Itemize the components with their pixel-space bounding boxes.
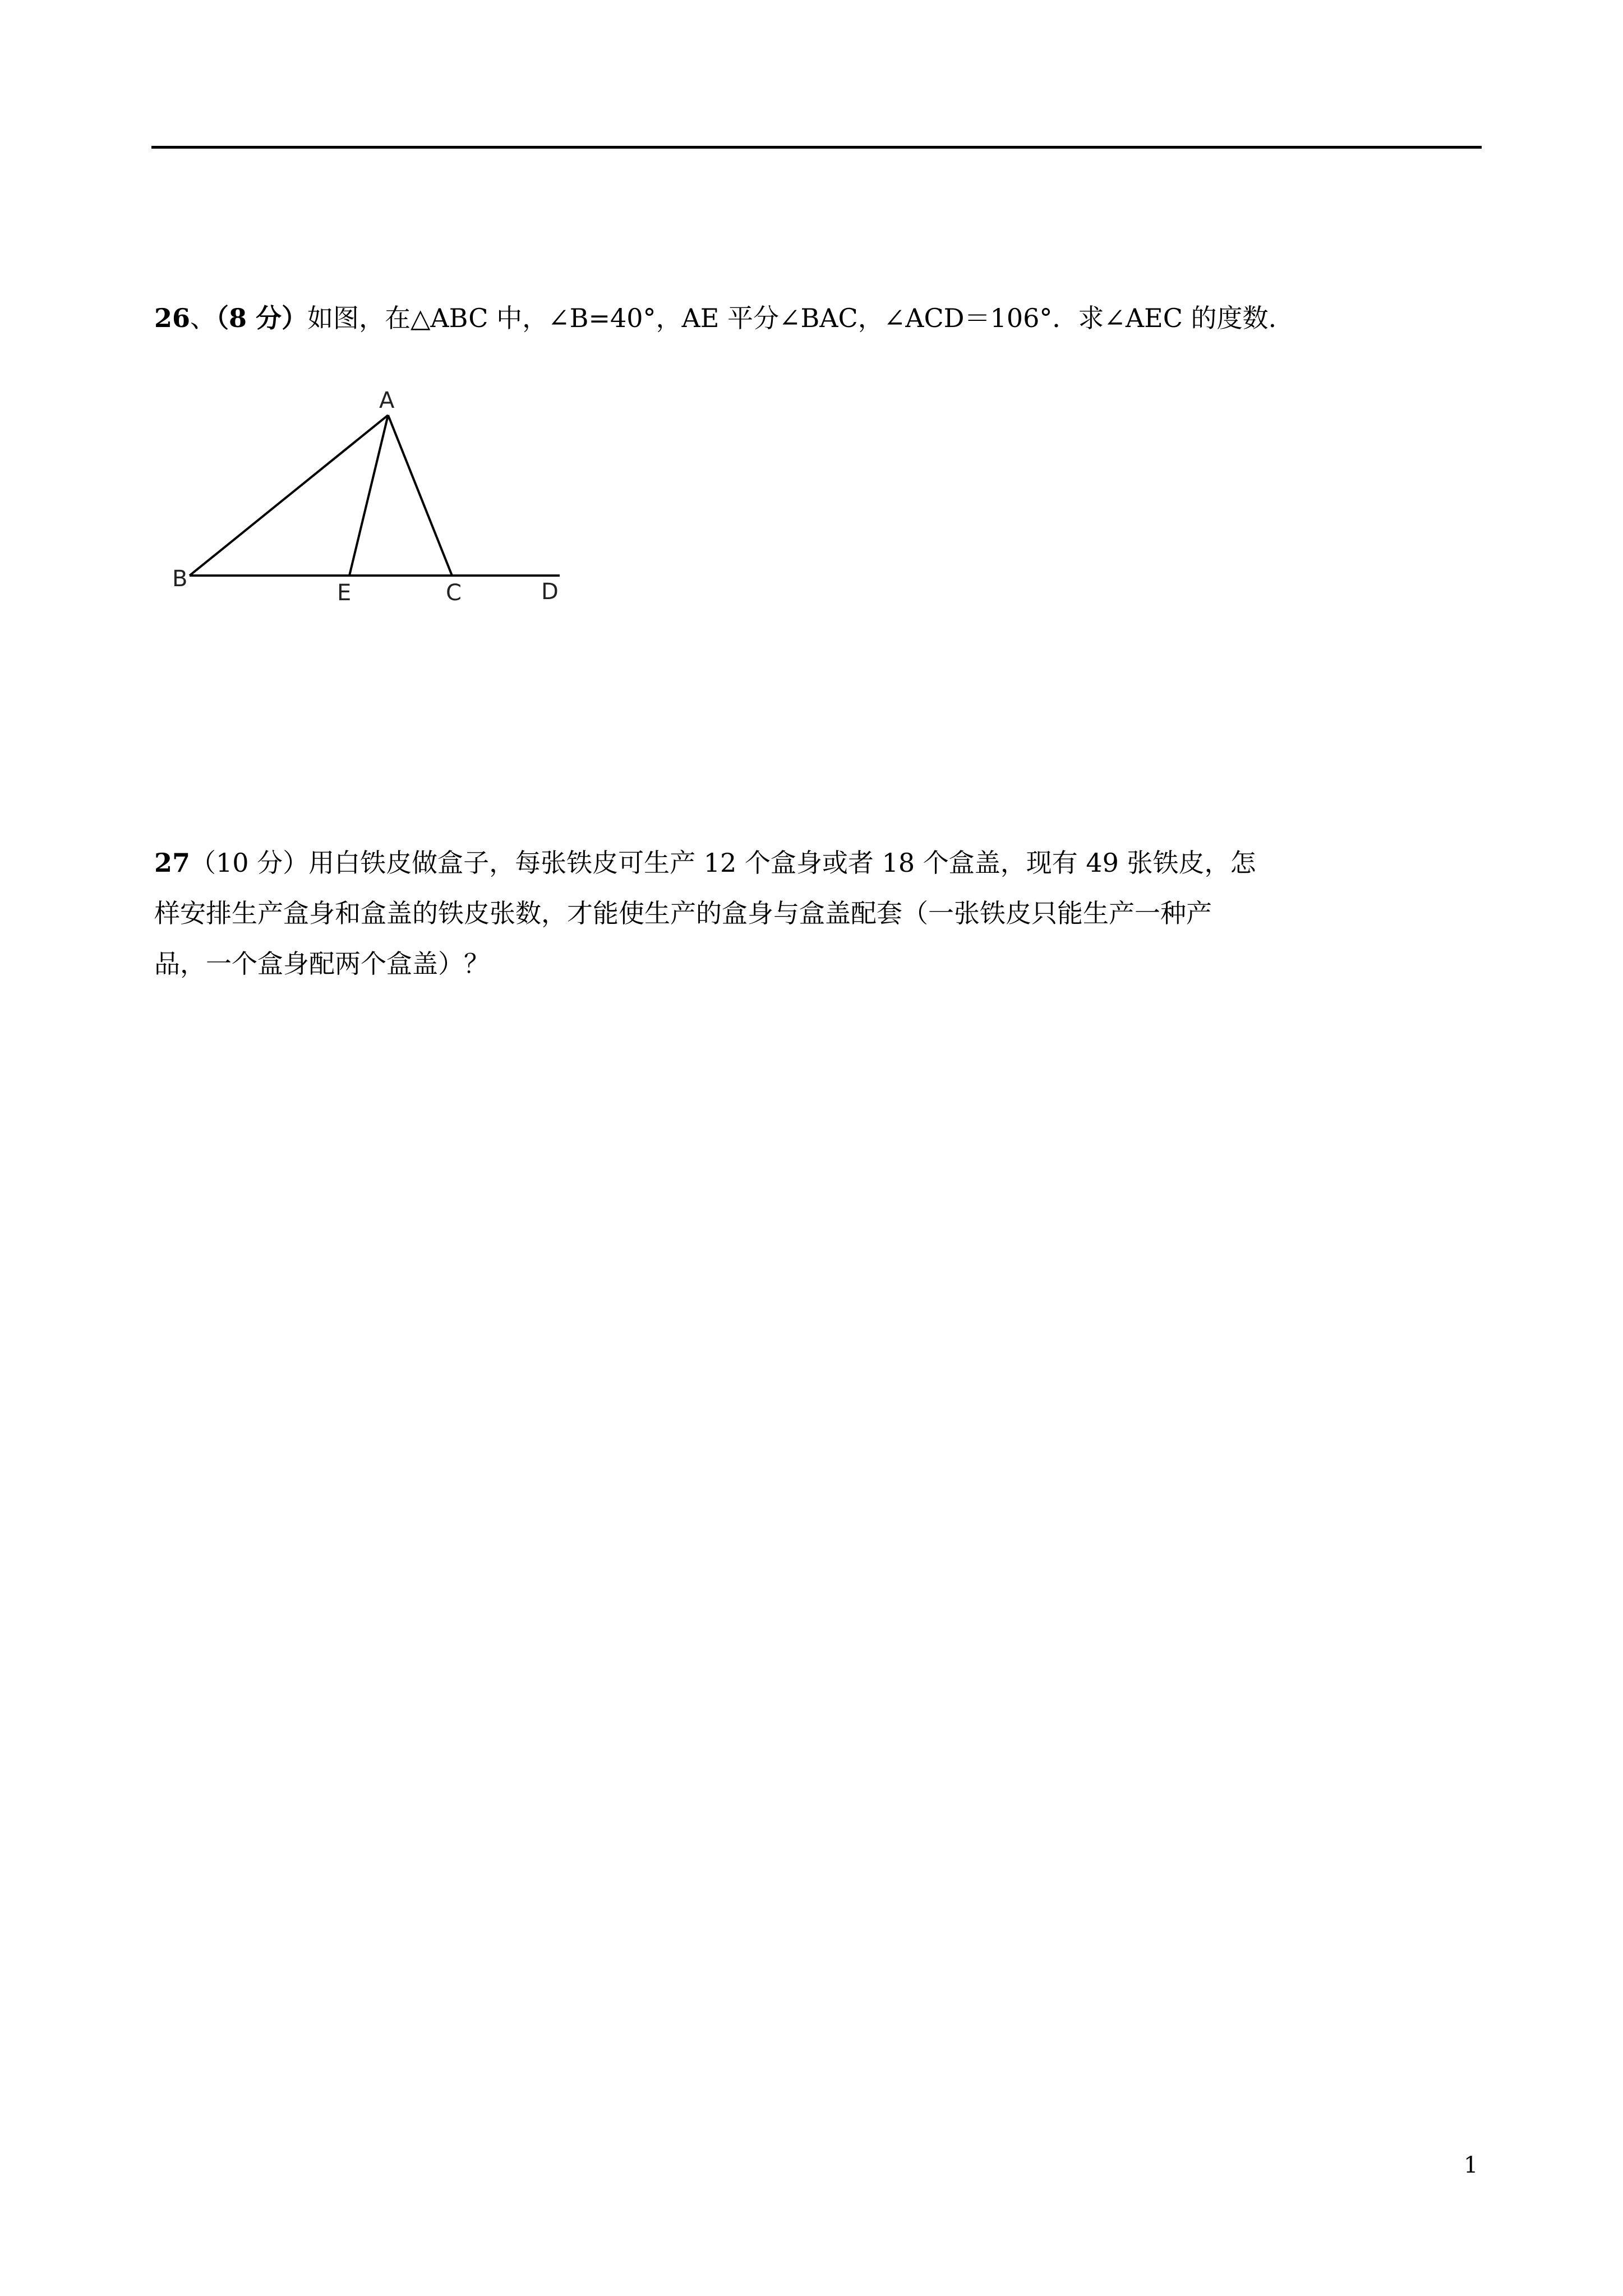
question-score: （8 分） [216, 303, 308, 333]
question-line [154, 838, 1256, 888]
segment-ae [349, 415, 388, 576]
question-score: （10 分） [190, 848, 309, 878]
header-rule [151, 146, 1482, 149]
question-line: 品，一个盒身配两个盒盖）？ [154, 949, 490, 979]
question-text: 用白铁皮做盒子，每张铁皮可生产 12 个盒身或者 18 个盒盖，现有 49 张铁皮，怎 [308, 848, 1256, 878]
label-c: C [446, 580, 462, 606]
question-text: 如图，在△ABC 中，∠B=40°，AE 平分∠BAC，∠ACD＝106°．求∠AEC 的度数. [307, 303, 1277, 333]
question-line: 样安排生产盒身和盒盖的铁皮张数，才能使生产的盒身与盒盖配套（一张铁皮只能生产一种产 [154, 898, 1212, 928]
triangle-figure [163, 381, 578, 617]
question-27 [154, 838, 1256, 989]
label-e: E [337, 580, 352, 606]
label-d: D [541, 579, 559, 605]
page-number: 1 [1464, 2152, 1478, 2178]
question-separator: 、 [190, 303, 216, 333]
question-number: 27 [154, 848, 191, 878]
label-b: B [172, 566, 188, 592]
label-a: A [379, 388, 395, 413]
segment-ac [388, 415, 452, 576]
segment-ab [190, 415, 388, 576]
question-26 [154, 293, 1276, 343]
question-number: 26 [154, 303, 191, 333]
